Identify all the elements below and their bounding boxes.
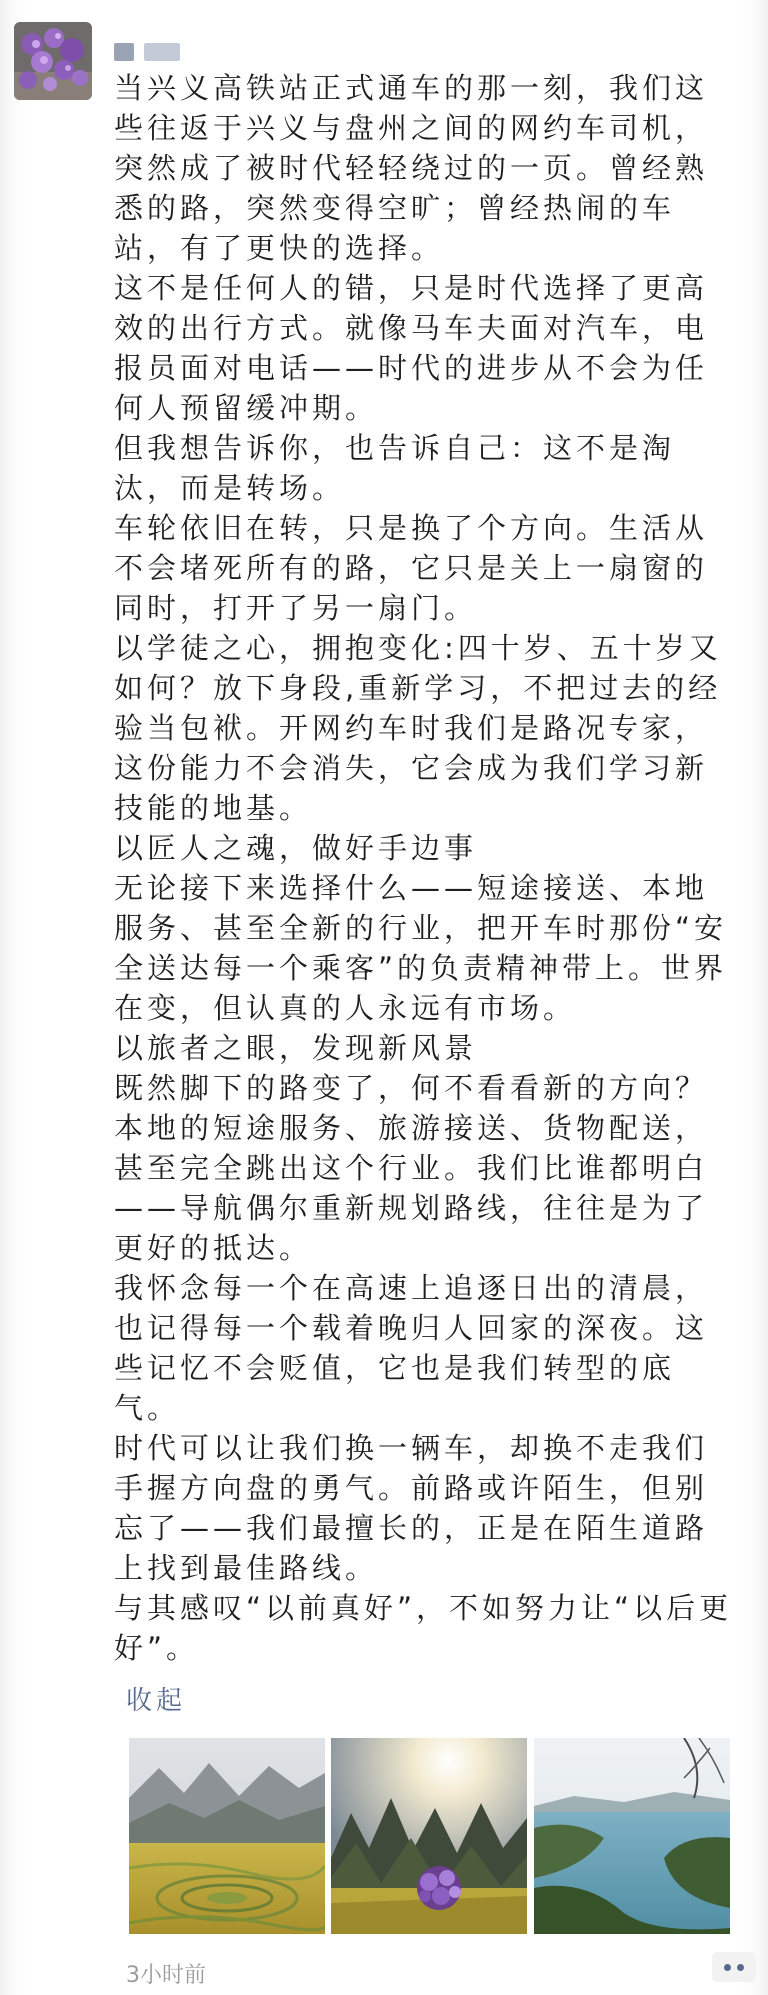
post-paragraph: 无论接下来选择什么——短途接送、本地服务、甚至全新的行业，把开车时那份“安全送达每一个乘客”的负责精神带上。世界在变，但认真的人永远有市场。 — [114, 871, 728, 1025]
post-paragraph: 以学徒之心，拥抱变化:四十岁、五十岁又如何？放下身段,重新学习，不把过去的经验当包袱。开网约车时我们是路况专家，这份能力不会消失，它会成为我们学习新技能的地基。 — [114, 631, 722, 825]
landscape-photo-karst — [331, 1738, 527, 1934]
post-text — [114, 68, 734, 1668]
avatar-flower-image — [14, 22, 92, 100]
avatar[interactable] — [14, 22, 92, 100]
post-photo-3[interactable] — [534, 1738, 730, 1934]
post-photo-2[interactable] — [331, 1738, 527, 1934]
post-timestamp: 3小时前 — [126, 1963, 206, 1988]
post-paragraph: 当兴义高铁站正式通车的那一刻，我们这些往返于兴义与盘州之间的网约车司机，突然成了被时代轻轻绕过的一页。曾经熟悉的路，突然变得空旷；曾经热闹的车站，有了更快的选择。 — [114, 71, 709, 265]
post-heading: 以匠人之魂，做好手边事 — [114, 831, 478, 865]
post-heading: 以旅者之眼，发现新风景 — [114, 1031, 478, 1065]
collapse-link[interactable]: 收起 — [126, 1686, 187, 1716]
post-paragraph: 这不是任何人的错，只是时代选择了更高效的出行方式。就像马车夫面对汽车，电报员面对电话——时代的进步从不会为任何人预留缓冲期。 — [114, 271, 709, 425]
landscape-photo-lake — [534, 1738, 730, 1934]
blurred-username[interactable] — [114, 42, 210, 62]
landscape-photo-fields — [129, 1738, 325, 1934]
post-paragraph: 但我想告诉你，也告诉自己：这不是淘汰，而是转场。 — [114, 431, 676, 505]
ellipsis-icon[interactable] — [712, 1952, 756, 1982]
post-photo-1[interactable] — [129, 1738, 325, 1934]
post-paragraph: 既然脚下的路变了，何不看看新的方向？本地的短途服务、旅游接送、货物配送，甚至完全跳出这个行业。我们比谁都明白——导航偶尔重新规划路线，往往是为了更好的抵达。 — [114, 1071, 709, 1265]
post-paragraph: 与其感叹“以前真好”，不如努力让“以后更好”。 — [114, 1591, 733, 1665]
post-paragraph: 我怀念每一个在高速上追逐日出的清晨，也记得每一个载着晚归人回家的深夜。这些记忆不会贬值，它也是我们转型的底气。 — [114, 1271, 709, 1425]
post-paragraph: 车轮依旧在转，只是换了个方向。生活从不会堵死所有的路，它只是关上一扇窗的同时，打开了另一扇门。 — [114, 511, 709, 625]
post-paragraph: 时代可以让我们换一辆车，却换不走我们手握方向盘的勇气。前路或许陌生，但别忘了——我们最擅长的，正是在陌生道路上找到最佳路线。 — [114, 1431, 709, 1585]
